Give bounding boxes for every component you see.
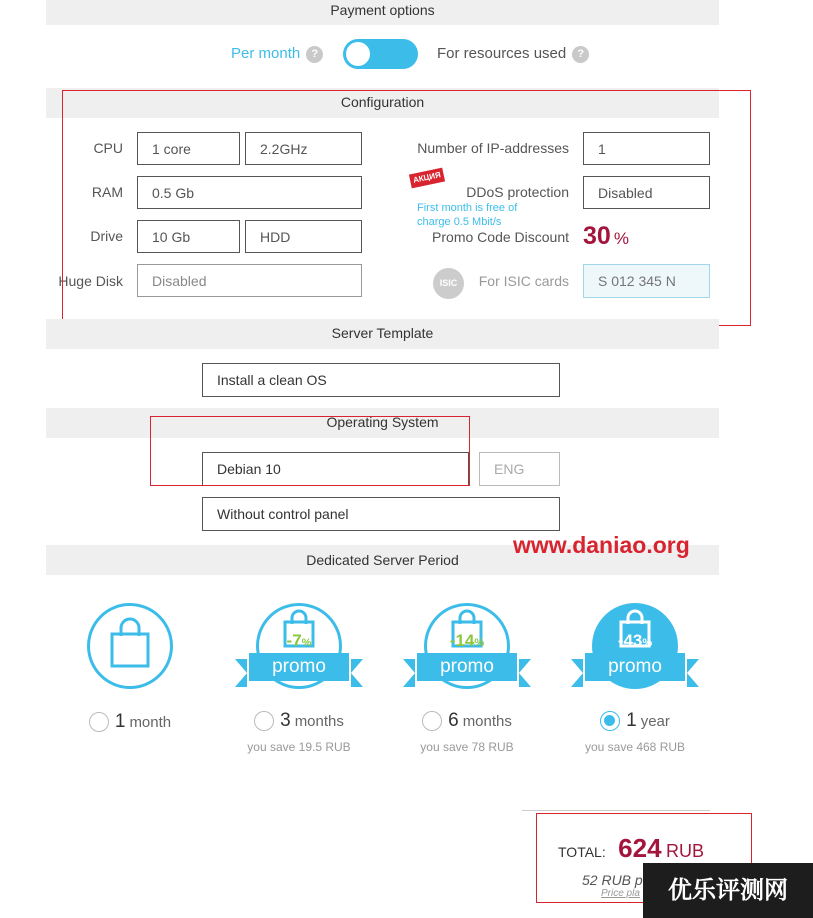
- site-logo: [643, 863, 813, 918]
- plan-unit: months: [462, 713, 512, 730]
- drive-size-select[interactable]: 10 Gb: [137, 220, 240, 253]
- plan-number: 1: [626, 710, 637, 731]
- isic-label: For ISIC cards: [478, 273, 569, 289]
- ram-label: RAM: [91, 184, 123, 200]
- shopping-bag-icon: [87, 603, 173, 689]
- cpu-label: CPU: [93, 140, 123, 156]
- total-value: 624: [618, 833, 662, 863]
- plan-3-months[interactable]: [229, 603, 369, 753]
- plan-1-month[interactable]: [60, 603, 200, 753]
- site-logo-text: 优乐评测网: [668, 877, 788, 904]
- plan-unit: year: [640, 713, 670, 730]
- plan-radio-selected[interactable]: [600, 711, 620, 731]
- ddos-select[interactable]: Disabled: [583, 176, 710, 209]
- plan-radio[interactable]: [89, 712, 109, 732]
- ip-addresses-select[interactable]: 1: [583, 132, 710, 165]
- payment-options-title: Payment options: [330, 2, 435, 18]
- ip-addresses-label: Number of IP-addresses: [417, 140, 569, 156]
- plan-discount-value: -7: [286, 631, 302, 650]
- promo-ribbon: [571, 653, 699, 687]
- drive-label: Drive: [90, 228, 123, 244]
- promo-ribbon: [235, 653, 363, 687]
- plan-discount-sign: %: [642, 637, 653, 649]
- for-resources-option[interactable]: [437, 45, 589, 63]
- watermark-text: www.daniao.org: [513, 532, 690, 558]
- drive-type-select[interactable]: HDD: [245, 220, 362, 253]
- plan-unit: months: [294, 713, 344, 730]
- configuration-title: Configuration: [340, 94, 425, 110]
- promo-label: promo: [249, 653, 349, 681]
- plan-discount-sign: %: [474, 637, 485, 649]
- promo-badge-text: АКЦИЯ: [412, 170, 442, 185]
- os-language-select[interactable]: ENG: [479, 452, 560, 486]
- server-template-header: [46, 319, 719, 349]
- huge-disk-label: Huge Disk: [58, 273, 123, 289]
- plan-savings: you save 468 RUB: [584, 740, 686, 754]
- cpu-frequency-select[interactable]: 2.2GHz: [245, 132, 362, 165]
- per-month-label: Per month: [231, 45, 301, 62]
- total-divider: [522, 810, 710, 811]
- promo-label: promo: [417, 653, 517, 681]
- promo-code-label: Promo Code Discount: [432, 229, 569, 245]
- promo-ribbon: [403, 653, 531, 687]
- plan-unit: month: [129, 714, 172, 731]
- control-panel-select[interactable]: Without control panel: [202, 497, 560, 531]
- annotation-box-configuration: [62, 90, 751, 326]
- plan-number: 1: [114, 711, 126, 732]
- total-per-month: 52 RUB p: [582, 872, 643, 888]
- plan-discount-value: -43: [617, 631, 643, 650]
- total-label: TOTAL:: [558, 844, 606, 860]
- plan-discount-sign: %: [301, 637, 312, 649]
- plan-savings: you save 78 RUB: [420, 740, 514, 754]
- plan-discount: [397, 631, 537, 651]
- server-period-title: Dedicated Server Period: [306, 552, 459, 568]
- per-month-option[interactable]: [231, 45, 323, 63]
- server-template-title: Server Template: [331, 325, 434, 341]
- total-currency: RUB: [666, 841, 705, 861]
- ddos-note: First month is free of charge 0.5 Mbit/s: [417, 202, 518, 228]
- plan-number: 6: [448, 710, 459, 731]
- os-select[interactable]: Debian 10: [202, 452, 469, 486]
- annotation-box-os: [150, 416, 470, 486]
- promo-label: promo: [585, 653, 685, 681]
- promo-discount-unit: %: [613, 229, 629, 248]
- plan-1-year[interactable]: [565, 603, 705, 753]
- ddos-label: DDoS protection: [466, 184, 569, 200]
- isic-logo-text: ISIC: [439, 278, 458, 288]
- help-icon[interactable]: ?: [572, 46, 589, 63]
- payment-options-header: [46, 0, 719, 25]
- plan-discount: [565, 631, 705, 651]
- toggle-knob: [346, 42, 370, 66]
- plan-radio[interactable]: [254, 711, 274, 731]
- plan-discount: [229, 631, 369, 651]
- operating-system-title: Operating System: [326, 414, 439, 430]
- price-plans-link[interactable]: Price pla: [601, 888, 640, 899]
- for-resources-label: For resources used: [437, 45, 567, 62]
- huge-disk-select[interactable]: Disabled: [137, 264, 362, 297]
- plan-6-months[interactable]: [397, 603, 537, 753]
- ram-select[interactable]: 0.5 Gb: [137, 176, 362, 209]
- plan-savings: you save 19.5 RUB: [247, 740, 351, 754]
- plan-number: 3: [280, 710, 291, 731]
- promo-discount-number: 30: [583, 222, 611, 250]
- cpu-cores-select[interactable]: 1 core: [137, 132, 240, 165]
- server-template-select[interactable]: Install a clean OS: [202, 363, 560, 397]
- plan-discount-value: -14: [449, 631, 475, 650]
- help-icon[interactable]: ?: [306, 46, 323, 63]
- payment-toggle[interactable]: [343, 39, 418, 69]
- plan-radio[interactable]: [422, 711, 442, 731]
